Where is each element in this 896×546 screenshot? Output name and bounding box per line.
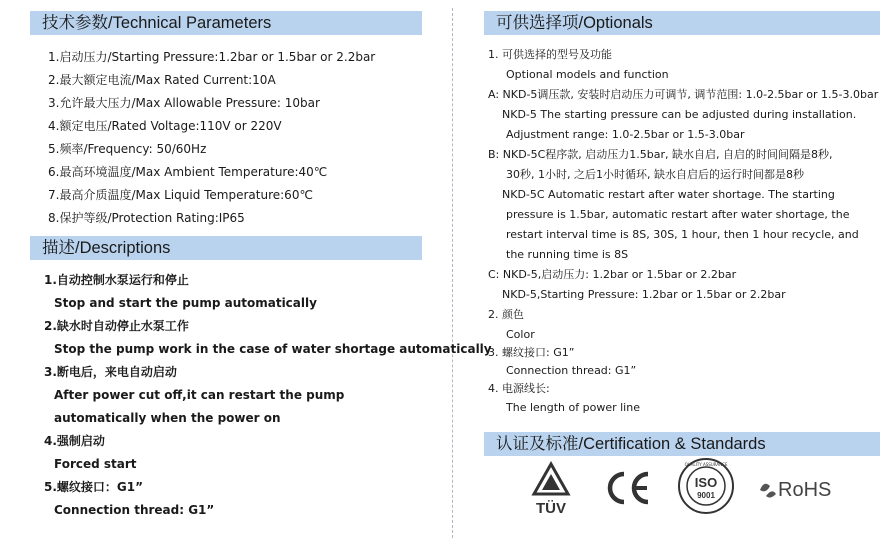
technical-parameters-header: 技术参数/Technical Parameters <box>30 11 422 35</box>
opt-line: Adjustment range: 1.0-2.5bar or 1.5-3.0bar <box>506 128 745 141</box>
iso-ring-text: QUALITY ASSURANCE <box>684 462 728 467</box>
opt-line: The length of power line <box>506 401 640 414</box>
desc-line: Forced start <box>54 457 137 471</box>
desc-line: After power cut off,it can restart the pump <box>54 388 345 402</box>
tech-item-frequency: 5.频率/Frequency: 50/60Hz <box>48 142 207 156</box>
tech-item-starting-pressure: 1.启动压力/Starting Pressure:1.2bar or 1.5bar or 2.2bar <box>48 50 376 64</box>
opt-line: B: NKD-5C程序款, 启动压力1.5bar, 缺水自启, 自启的时间间隔是8秒, <box>488 148 833 161</box>
desc-line: 3.断电后，来电自动启动 <box>44 365 177 379</box>
certification-header: 认证及标准/Certification & Standards <box>484 432 880 456</box>
opt-line: Optional models and function <box>506 68 669 81</box>
opt-line: the running time is 8S <box>506 248 629 261</box>
opt-line: NKD-5 The starting pressure can be adjusted during installation. <box>502 108 857 121</box>
opt-line: Color <box>506 328 535 341</box>
opt-line: NKD-5,Starting Pressure: 1.2bar or 1.5bar or 2.2bar <box>502 288 786 301</box>
desc-line: Connection thread: G1” <box>54 503 215 517</box>
opt-line: 4. 电源线长: <box>488 382 550 395</box>
tech-item-liquid-temperature: 7.最高介质温度/Max Liquid Temperature:60℃ <box>48 188 313 202</box>
desc-line: 4.强制启动 <box>44 434 105 448</box>
desc-line: 5.螺纹接口：G1” <box>44 480 143 494</box>
desc-line: 1.自动控制水泵运行和停止 <box>44 273 189 287</box>
iso-number-text: 9001 <box>697 491 715 500</box>
optionals-header: 可供选择项/Optionals <box>484 11 880 35</box>
opt-line: restart interval time is 8S, 30S, 1 hour, then 1 hour recycle, and <box>506 228 859 241</box>
desc-line: 2.缺水时自动停止水泵工作 <box>44 319 189 333</box>
opt-line: 2. 颜色 <box>488 308 524 321</box>
opt-line: 30秒, 1小时, 之后1小时循环, 缺水自启后的运行时间都是8秒 <box>506 168 804 181</box>
desc-line: Stop and start the pump automatically <box>54 296 317 310</box>
rohs-logo-text: RoHS <box>778 479 832 501</box>
iso-logo-text: ISO <box>694 475 718 490</box>
tuv-logo-text: TÜV <box>536 500 566 516</box>
opt-line: 3. 螺纹接口: G1” <box>488 346 575 359</box>
tech-item-rated-voltage: 4.额定电压/Rated Voltage:110V or 220V <box>48 119 282 133</box>
desc-line: automatically when the power on <box>54 411 281 425</box>
iso-9001-logo <box>676 456 736 516</box>
tech-item-max-rated-current: 2.最大额定电流/Max Rated Current:10A <box>48 73 276 87</box>
column-divider <box>452 8 453 538</box>
descriptions-header: 描述/Descriptions <box>30 236 422 260</box>
opt-line: 1. 可供选择的型号及功能 <box>488 48 612 61</box>
opt-line: pressure is 1.5bar, automatic restart after water shortage, the <box>506 208 850 221</box>
opt-line: Connection thread: G1” <box>506 364 637 377</box>
desc-line: Stop the pump work in the case of water shortage automatically <box>54 342 492 356</box>
ce-logo <box>602 460 654 516</box>
opt-line: A: NKD-5调压款, 安装时启动压力可调节, 调节范围: 1.0-2.5bar or 1.5-3.0bar <box>488 88 879 101</box>
tech-item-protection-rating: 8.保护等级/Protection Rating:IP65 <box>48 211 245 225</box>
rohs-logo <box>756 470 836 506</box>
opt-line: C: NKD-5,启动压力: 1.2bar or 1.5bar or 2.2bar <box>488 268 737 281</box>
opt-line: NKD-5C Automatic restart after water shortage. The starting <box>502 188 835 201</box>
tech-item-max-allowable-pressure: 3.允许最大压力/Max Allowable Pressure: 10bar <box>48 96 320 110</box>
tech-item-ambient-temperature: 6.最高环境温度/Max Ambient Temperature:40℃ <box>48 165 328 179</box>
tuv-logo <box>528 460 574 516</box>
